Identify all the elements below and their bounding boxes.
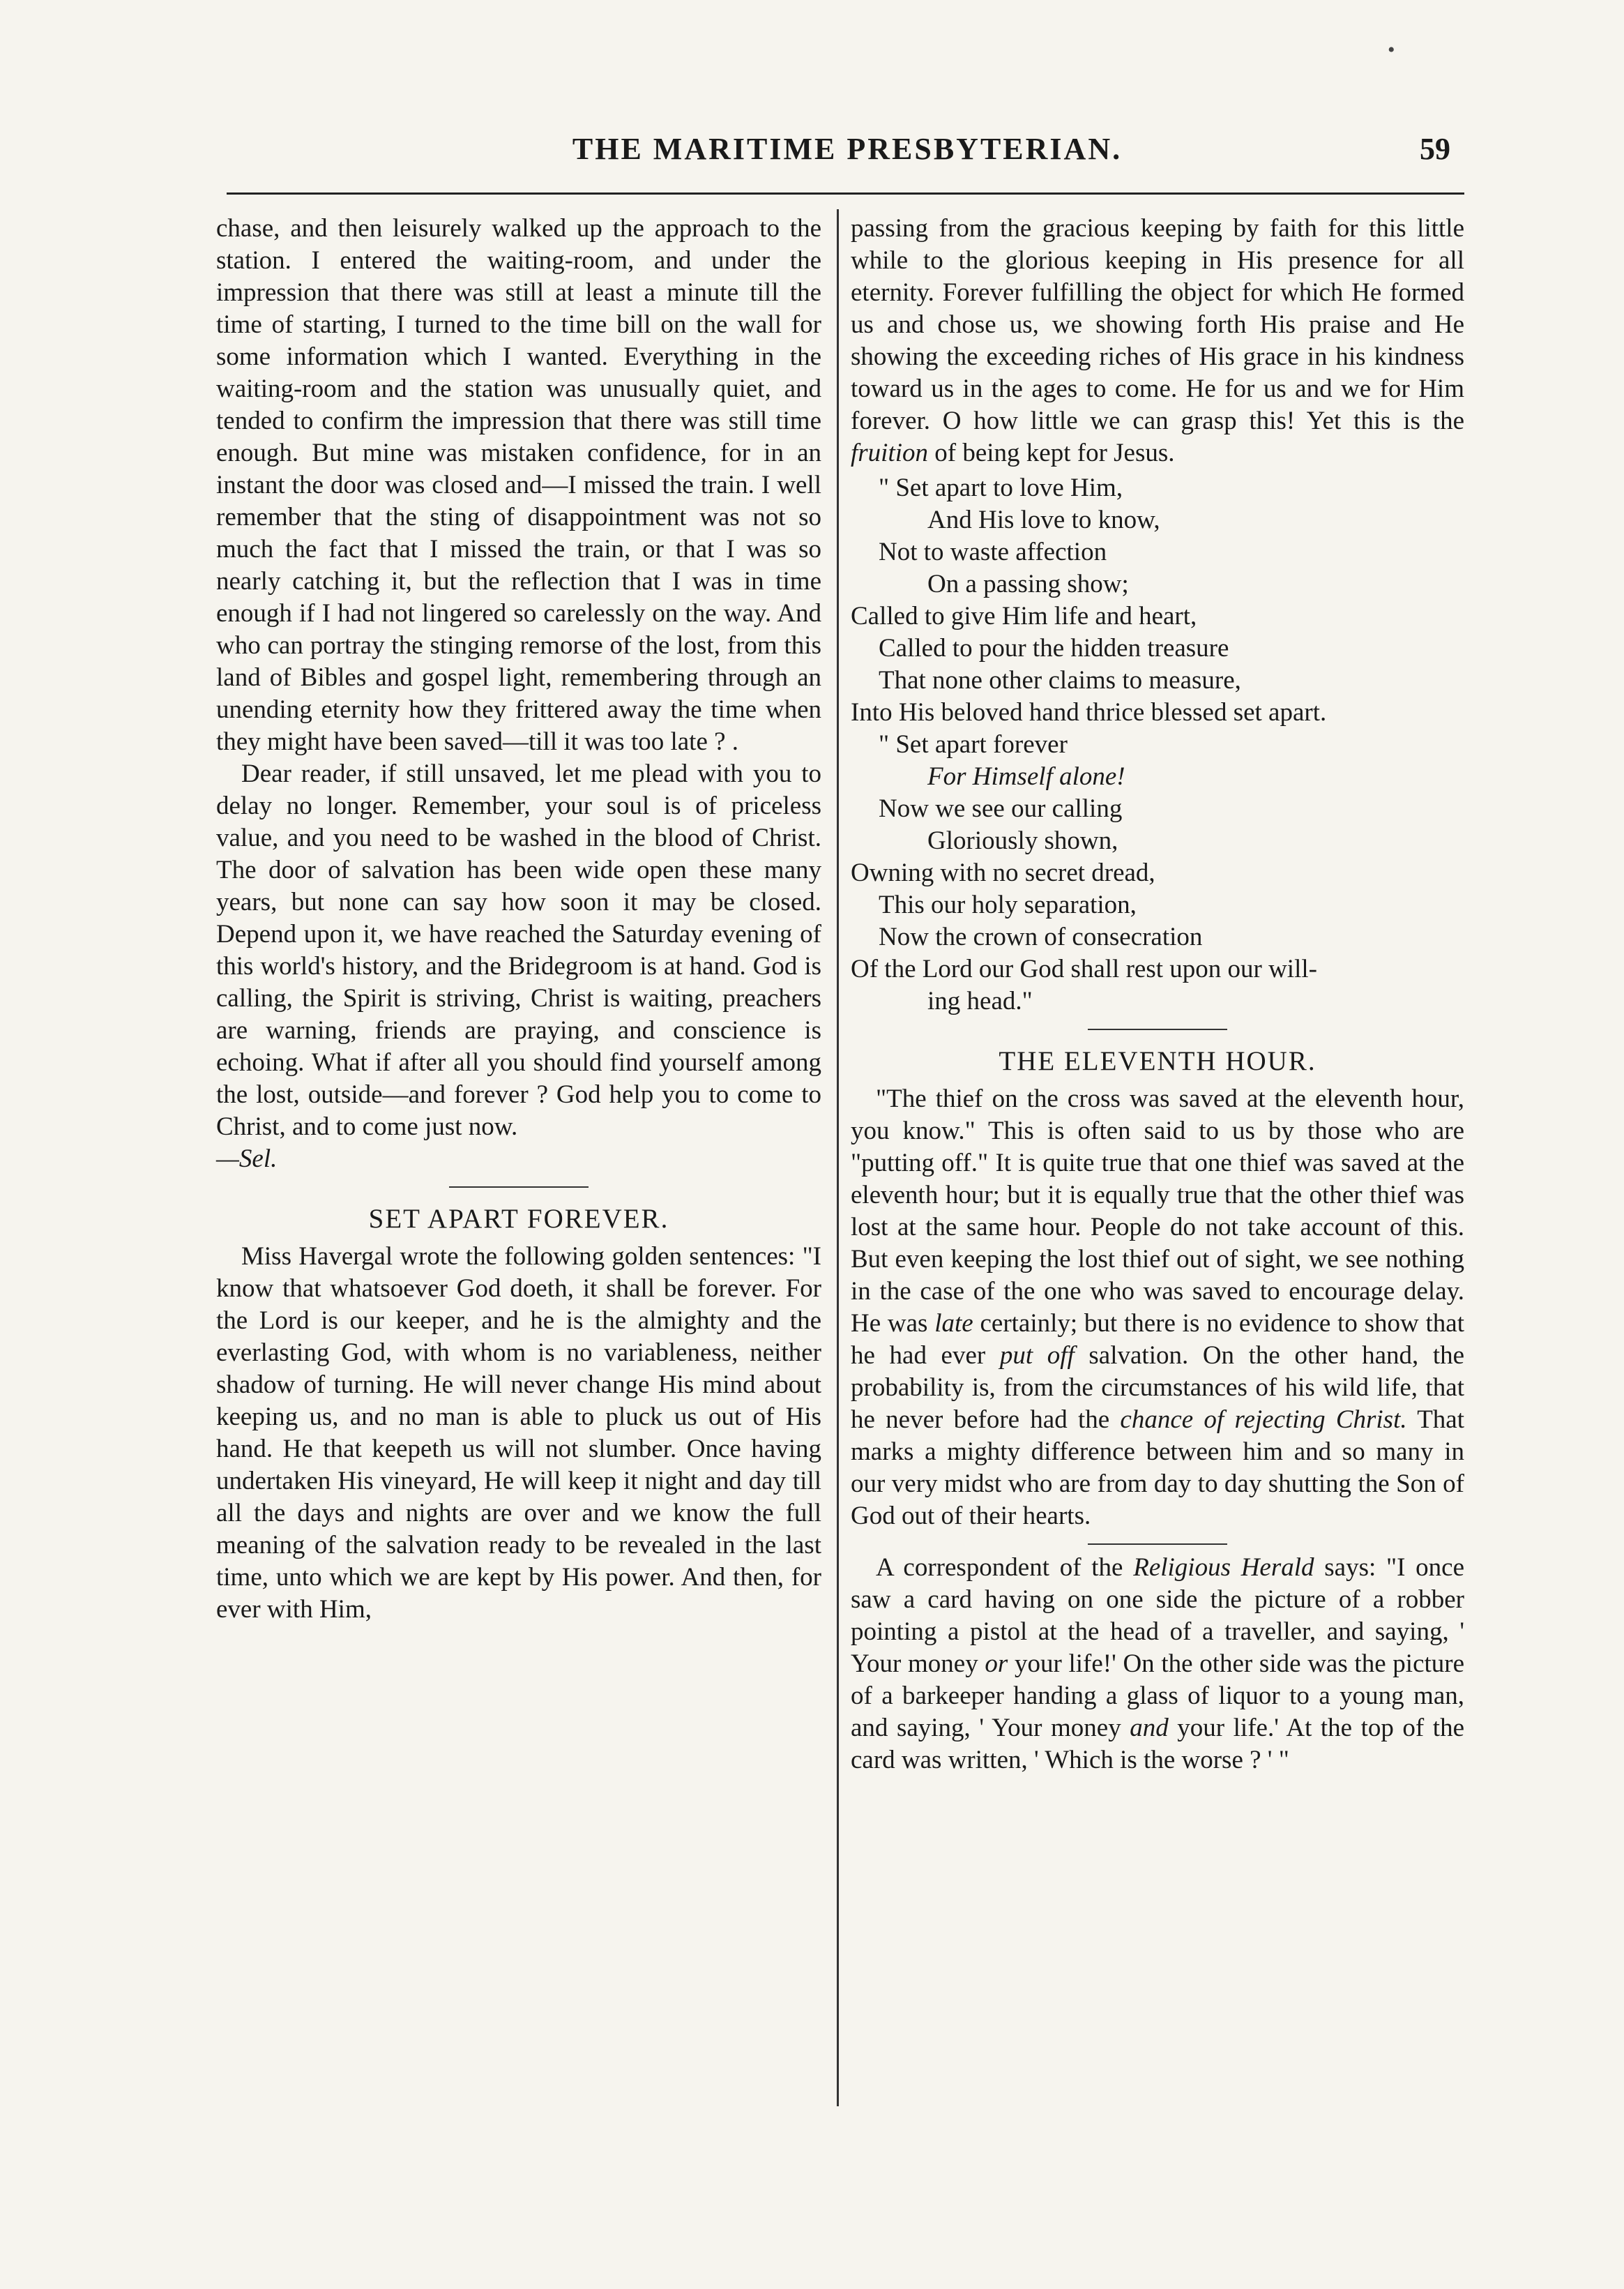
text-run: of being kept for Jesus. [934, 439, 1175, 467]
paragraph: Miss Havergal wrote the following golden sentences: "I know that whatsoever God doeth, it shall be forever. For the Lord is our keeper, and he is the almighty and the everlasting God, with whom is no variableness, neither shadow of turning. He will never change His mind about keeping us, and no man is able to pluck us out of His hand. He that keepeth us will not slumber. Once having undertaken His vineyard, He will keep it night and day till all the days and nights are over and we know the full meaning of the salvation ready to be revealed in the last time, unto which we are kept by His power. And then, for ever with Him, [216, 1242, 821, 1624]
poem-line: On a passing show; [927, 570, 1129, 598]
page-header [230, 131, 1464, 173]
text-run: passing from the gracious keeping by faith for this little while to the glorious keeping in His presence for all eternity. Forever fulfilling the object for which He formed us and chose us, we showing forth His praise and He showing the exceeding riches of His grace in his kindness toward us in the ages to come. He for us and we for Him forever. O how little we can grasp this! Yet this is the [851, 214, 1464, 435]
section-rule [449, 1186, 589, 1188]
italic-run: put off [999, 1341, 1075, 1370]
text-run: salvation. On the other hand, the probability is, from the circumstances of his wild life, that he never before had the [851, 1341, 1465, 1434]
poem-line: Owning with no secret dread, [851, 859, 1155, 887]
poem-line: This our holy separation, [879, 891, 1137, 919]
poem-line: " Set apart forever [879, 730, 1068, 759]
poem [851, 472, 1464, 1018]
column-divider [837, 209, 839, 2106]
section-rule [1088, 1029, 1227, 1030]
poem-line: Into His beloved hand thrice blessed set apart. [851, 698, 1327, 727]
text-run: your life!' On the other side was the picture of a barkeeper handing a glass of liquor to a young man, and saying, ' Your money [851, 1649, 1465, 1742]
section-heading: SET APART FOREVER. [368, 1204, 669, 1234]
paragraph-text: Dear reader, if still unsaved, let me plead with you to delay no longer. Remember, your soul is of priceless value, and you need to be washed in the blood of Christ. The door of salvation has been wide open these many years, but none can say how soon it may be closed. Depend upon it, we have reached the Saturday evening of this world's history, and the Bridegroom is at hand. God is calling, the Spirit is striving, Christ is waiting, preachers are warning, friends are praying, and conscience is echoing. What if after all you should find yourself among the lost, outside—and forever ? God help you to come to Christ, and to come just now. [216, 760, 821, 1141]
italic-run: or [985, 1649, 1008, 1678]
right-column [851, 213, 1464, 1776]
section-rule [1088, 1543, 1227, 1545]
poem-line: Gloriously shown, [927, 826, 1118, 855]
italic-run: chance of rejecting Christ. [1120, 1405, 1407, 1434]
section-heading: THE ELEVENTH HOUR. [999, 1046, 1316, 1076]
paragraph: chase, and then leisurely walked up the approach to the station. I entered the waiting-room, and under the impression that there was still at least a minute till the time of starting, I turned to the time bill on the wall for some information which I wanted. Everything in the waiting-room and the station was unusually quiet, and tended to confirm the impression that there was still time enough. But mine was mistaken confidence, for in an instant the door was closed and—I missed the train. I well remember that the sting of disappointment was not so much the fact that I missed the train, or that I was so nearly catching it, but the reflection that I was in time enough if I had not lingered so carelessly on the way. And who can portray the stinging remorse of the lost, from this land of Bibles and gospel light, remembering through an unending eternity how they frittered away the time when they might have been saved—till it was too late ? . [216, 214, 821, 756]
italic-run: late [934, 1309, 973, 1338]
speck-mark: • [1388, 38, 1395, 61]
text-run: That marks a mighty difference between him and so many in our very midst who are from day to day shutting the Son of God out of their hearts. [851, 1405, 1465, 1530]
poem-line: Now we see our calling [879, 794, 1123, 823]
poem-line: Not to waste affection [879, 538, 1107, 566]
poem-line: For Himself alone! [927, 762, 1125, 791]
text-run: your life.' At the top of the card was written, ' Which is the worse ? ' " [851, 1714, 1464, 1774]
running-title: THE MARITIME PRESBYTERIAN. [572, 132, 1123, 166]
left-column [216, 213, 821, 1626]
italic-run: and [1130, 1714, 1169, 1742]
poem-line: ing head." [927, 987, 1033, 1015]
text-run: certainly; but there is no evidence to show that he had ever [851, 1309, 1465, 1370]
poem-line: " Set apart to love Him, [879, 474, 1123, 502]
signature: —Sel. [216, 1144, 278, 1173]
header-rule [227, 192, 1464, 195]
poem-line: Called to give Him life and heart, [851, 602, 1197, 630]
poem-line: And His love to know, [927, 506, 1160, 534]
poem-line: Called to pour the hidden treasure [879, 634, 1229, 663]
poem-line: Of the Lord our God shall rest upon our will- [851, 955, 1317, 983]
text-run: says: "I once saw a card having on one side the picture of a robber pointing a pistol at the head of a traveller, and saying, ' Your money [851, 1553, 1464, 1678]
paragraph [851, 1552, 1464, 1776]
paragraph [851, 1083, 1464, 1532]
italic-run: Religious Herald [1133, 1553, 1314, 1582]
italic-run: fruition [851, 439, 929, 467]
paragraph [216, 758, 821, 1175]
page-number: 59 [1420, 132, 1450, 166]
text-run: A correspondent of the [876, 1553, 1123, 1582]
paragraph [851, 213, 1464, 469]
poem-line: That none other claims to measure, [879, 666, 1241, 695]
text-run: "The thief on the cross was saved at the eleventh hour, you know." This is often said to us by those who are "putting off." It is quite true that one thief was saved at the eleventh hour; but it is equally true that the other thief was lost at the same hour. People do not take account of this. But even keeping the lost thief out of sight, we see nothing in the case of the one who was saved to encourage delay. He was [851, 1085, 1464, 1338]
poem-line: Now the crown of consecration [879, 923, 1203, 951]
